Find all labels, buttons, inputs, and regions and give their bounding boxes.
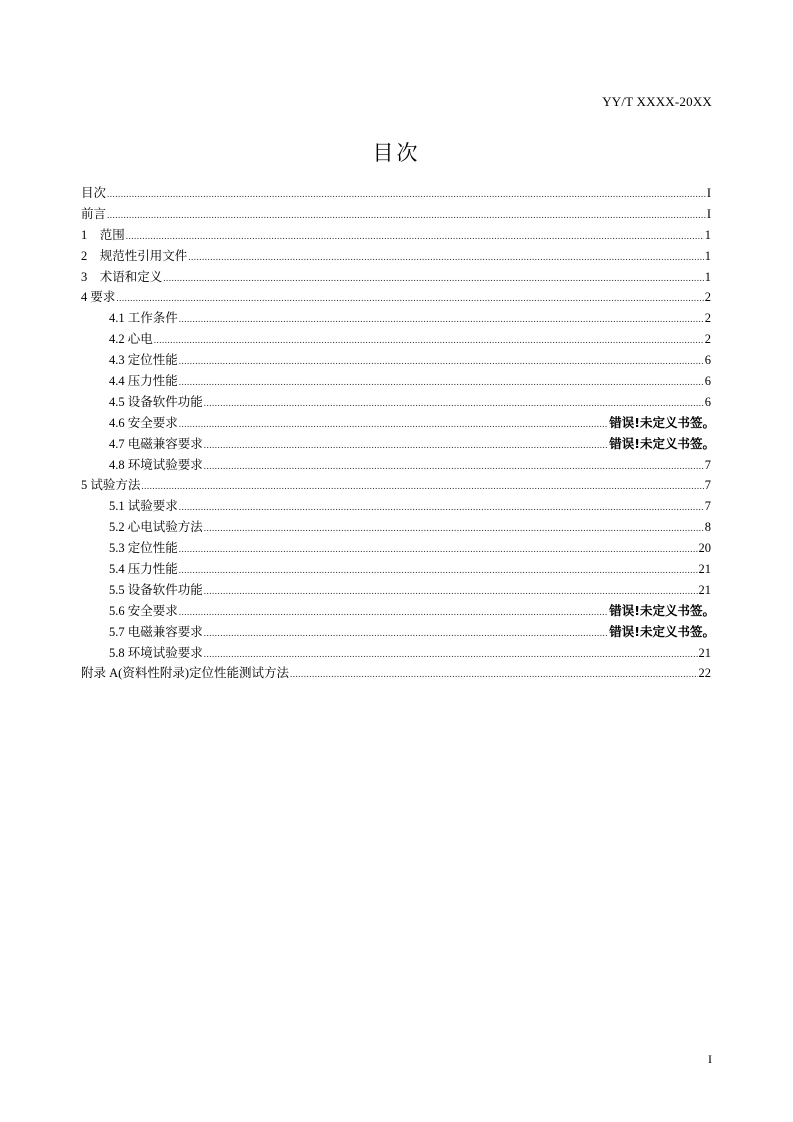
toc-entry[interactable] xyxy=(81,601,715,622)
toc-entry-page: I xyxy=(706,186,711,200)
toc-entry[interactable] xyxy=(81,496,711,517)
toc-entry-page-error: 错误!未定义书签。 xyxy=(609,435,715,451)
toc-entry[interactable] xyxy=(81,517,711,538)
toc-dot-leader xyxy=(179,372,704,393)
toc-entry-page: 2 xyxy=(704,332,711,347)
toc-entry-label: 5.8 环境试验要求 xyxy=(109,645,203,660)
toc-dot-leader xyxy=(163,268,703,289)
toc-entry-page: 2 xyxy=(704,311,711,326)
toc-dot-leader xyxy=(179,560,698,581)
toc-dot-leader xyxy=(141,476,703,497)
toc-entry[interactable] xyxy=(81,455,711,476)
toc-entry[interactable] xyxy=(81,246,711,267)
toc-entry-page: 7 xyxy=(704,499,711,514)
toc-dot-leader xyxy=(204,644,698,665)
toc-dot-leader xyxy=(204,435,609,456)
toc-entry[interactable] xyxy=(81,580,711,601)
toc-entry-label: 5.2 心电试验方法 xyxy=(109,520,203,535)
toc-entry-page: 21 xyxy=(698,582,711,597)
toc-entry[interactable] xyxy=(81,371,711,392)
toc-entry-page: 1 xyxy=(704,269,711,284)
toc-dot-leader xyxy=(179,602,609,623)
toc-entry-label: 4.4 压力性能 xyxy=(109,374,178,389)
toc-entry[interactable] xyxy=(81,287,711,308)
toc-entry-label: 5.7 电磁兼容要求 xyxy=(109,624,203,639)
toc-entry[interactable] xyxy=(81,434,715,455)
toc-entry[interactable] xyxy=(81,538,711,559)
toc-entry-page: 1 xyxy=(704,248,711,263)
toc-dot-leader xyxy=(204,623,609,644)
document-code: YY/T XXXX-20XX xyxy=(602,94,712,109)
toc-entry-label: 4.8 环境试验要求 xyxy=(109,457,203,472)
toc-entry-page-error: 错误!未定义书签。 xyxy=(609,414,715,430)
toc-entry[interactable] xyxy=(81,225,711,246)
toc-dot-leader xyxy=(179,414,609,435)
toc-entry[interactable] xyxy=(81,663,711,684)
toc-entry-page: I xyxy=(706,206,711,221)
toc-entry-page-error: 错误!未定义书签。 xyxy=(609,602,715,618)
toc-entry[interactable] xyxy=(81,413,715,434)
toc-entry-label: 5.5 设备软件功能 xyxy=(109,582,203,597)
toc-entry-label: 附录 A(资料性附录)定位性能测试方法 xyxy=(81,666,289,681)
toc-entry[interactable] xyxy=(81,475,711,496)
toc-entry-label: 4 要求 xyxy=(81,290,116,305)
toc-entry-label: 目次 xyxy=(81,186,107,200)
toc-entry-page: 2 xyxy=(704,290,711,305)
toc-entry-page: 6 xyxy=(704,394,711,409)
toc-dot-leader xyxy=(204,518,704,539)
toc-dot-leader xyxy=(126,226,704,247)
toc-dot-leader xyxy=(107,205,706,226)
toc-entry-label: 2 规范性引用文件 xyxy=(81,248,188,263)
toc-entry-page-error: 错误!未定义书签。 xyxy=(609,623,715,639)
toc-entry-label: 5.4 压力性能 xyxy=(109,562,178,577)
toc-entry[interactable] xyxy=(81,267,711,288)
toc-entry-label: 4.1 工作条件 xyxy=(109,311,178,326)
toc-entry-label: 4.2 心电 xyxy=(109,332,153,347)
toc-entry-label: 5.1 试验要求 xyxy=(109,499,178,514)
toc-entry[interactable] xyxy=(81,308,711,329)
toc-dot-leader xyxy=(179,497,704,518)
toc-dot-leader xyxy=(188,247,703,268)
toc-entry-page: 6 xyxy=(704,353,711,368)
toc-dot-leader xyxy=(179,351,704,372)
toc-entry-page: 21 xyxy=(698,562,711,577)
table-of-contents xyxy=(81,183,715,684)
toc-entry[interactable] xyxy=(81,643,711,664)
toc-entry-page: 6 xyxy=(704,374,711,389)
toc-entry-page: 8 xyxy=(704,520,711,535)
toc-dot-leader xyxy=(204,393,704,414)
toc-entry-label: 1 范围 xyxy=(81,227,125,242)
toc-entry-label: 5 试验方法 xyxy=(81,478,141,493)
toc-entry-label: 前言 xyxy=(81,206,107,221)
toc-entry-page: 22 xyxy=(698,666,711,681)
toc-dot-leader xyxy=(290,664,698,685)
toc-entry-label: 5.6 安全要求 xyxy=(109,603,178,618)
toc-entry-label: 4.7 电磁兼容要求 xyxy=(109,436,203,451)
toc-entry-label: 3 术语和定义 xyxy=(81,269,163,284)
toc-dot-leader xyxy=(154,330,704,351)
toc-dot-leader xyxy=(204,456,704,477)
toc-entry[interactable] xyxy=(81,204,711,225)
toc-entry-label: 5.3 定位性能 xyxy=(109,541,178,556)
toc-title: 目次 xyxy=(372,141,421,165)
toc-entry-page: 21 xyxy=(698,645,711,660)
toc-dot-leader xyxy=(116,288,703,309)
toc-dot-leader xyxy=(204,581,698,602)
toc-entry-page: 20 xyxy=(698,541,711,556)
toc-entry-page: 7 xyxy=(704,478,711,493)
toc-entry[interactable] xyxy=(81,183,711,204)
toc-entry[interactable] xyxy=(81,559,711,580)
toc-entry[interactable] xyxy=(81,350,711,371)
toc-entry[interactable] xyxy=(81,622,715,643)
toc-entry-label: 4.3 定位性能 xyxy=(109,353,178,368)
toc-entry-page: 7 xyxy=(704,457,711,472)
toc-entry-label: 4.6 安全要求 xyxy=(109,415,178,430)
toc-dot-leader xyxy=(107,184,706,205)
toc-dot-leader xyxy=(179,539,698,560)
page-number: I xyxy=(708,1052,712,1066)
toc-entry-label: 4.5 设备软件功能 xyxy=(109,394,203,409)
toc-entry[interactable] xyxy=(81,392,711,413)
toc-entry[interactable] xyxy=(81,329,711,350)
toc-dot-leader xyxy=(179,309,704,330)
toc-entry-page: 1 xyxy=(704,227,711,242)
